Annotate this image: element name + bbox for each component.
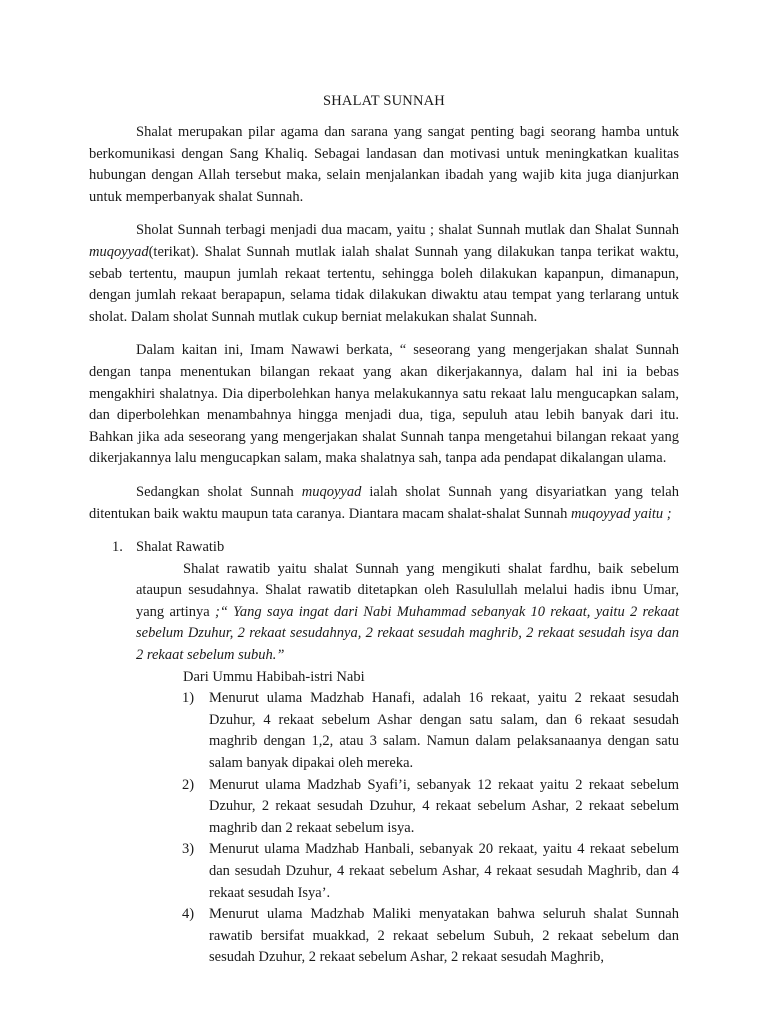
hadith-quote: ;“ Yang saya ingat dari Nabi Muhammad sebanyak 10 rekaat, yaitu 2 rekaat sebelum Dzuhur, 2 rekaat sesudahnya, 2 rekaat sesudah maghrib, 2 rekaat sesudah isya dan 2 rekaat sebelum subuh.” bbox=[136, 603, 680, 664]
paragraph-nawawi: Dalam kaitan ini, Imam Nawawi berkata, “ seseorang yang mengerjakan shalat Sunnah dengan tanpa menentukan bilangan rekaat yang akan dikerjakannya, dalam hal ini ia bebas mengakhiri shalatnya. Dia diperbolehkan hanya melakukannya satu rekaat lalu mengucapkan salam, dan diperbolehkan menambahnya hingga menjadi dua, tiga, sepuluh atau lebih banyak dari itu. Bahkan jika ada seseorang yang mengerjakan shalat Sunnah tanpa mengetahui bilangan rekaat yang dikerjakannya lalu mengucapkan salam, maka shalatnya sah, tanpa ada pendapat dikalangan ulama. bbox=[89, 342, 679, 467]
paragraph-types-text-a: Sholat Sunnah terbagi menjadi dua macam, yaitu ; shalat Sunnah mutlak dan Shalat Sunnah bbox=[136, 222, 679, 239]
sub-list-text: Menurut ulama Madzhab Maliki menyatakan bahwa seluruh shalat Sunnah rawatib bersifat muakkad, 2 rekaat sebelum Subuh, 2 rekaat sebelum dan sesudah Dzuhur, 2 rekaat sebelum Ashar, 2 rekaat sesudah Maghrib, bbox=[209, 906, 679, 966]
hadith-source-line: Dari Ummu Habibah-istri Nabi bbox=[183, 668, 365, 685]
sub-list-number: 3) bbox=[182, 841, 195, 858]
sub-list-item bbox=[136, 904, 679, 969]
sub-list-number: 2) bbox=[182, 776, 195, 793]
sub-list-text: Menurut ulama Madzhab Syafi’i, sebanyak 12 rekaat yaitu 2 rekaat sebelum Dzuhur, 2 rekaat sesudah Dzuhur, 4 rekaat sebelum Ashar, 2 rekaat sebelum maghrib dan 2 rekaat sebelum isya. bbox=[209, 776, 679, 836]
sub-list-text: Menurut ulama Madzhab Hanbali, sebanyak 20 rekaat, yaitu 4 rekaat sebelum dan sesudah Dzuhur, 4 rekaat sebelum Ashar, 4 rekaat sesudah Maghrib, dan 4 rekaat sesudah Isya’. bbox=[209, 841, 679, 901]
sub-list-text: Menurut ulama Madzhab Hanafi, adalah 16 rekaat, yaitu 2 rekaat sesudah Dzuhur, 4 rekaat sebelum Ashar dengan satu salam, dan 6 rekaat sesudah maghrib dengan 1,2, atau 3 salam. Namun dalam pelaksanaanya dengan satu salam banyak dipakai oleh mereka. bbox=[209, 690, 679, 772]
paragraph-muqoyyad bbox=[89, 482, 679, 525]
term-muqoyyad-1: muqoyyad bbox=[301, 483, 362, 500]
sub-list-item bbox=[136, 839, 679, 904]
sub-list-number: 4) bbox=[182, 906, 195, 923]
paragraph-muqoyyad-text-b: ialah sholat Sunnah yang disyariatkan yang telah ditentukan baik waktu maupun tata caranya. Diantara macam shalat-shalat Sunnah bbox=[89, 483, 679, 522]
numbered-list bbox=[89, 537, 679, 969]
document-body bbox=[89, 122, 679, 969]
sub-list-number: 1) bbox=[182, 690, 195, 707]
paragraph-types-text-b: (terikat). Shalat Sunnah mutlak ialah shalat Sunnah yang dilakukan tanpa terikat waktu, sebab tertentu, maupun jumlah rekaat tertentu, sehingga boleh dilakukan kapanpun, dimanapun, dengan jumlah rekaat berapapun, selama tidak dilakukan diwaktu atau tempat yang terlarang untuk sholat. Dalam sholat Sunnah mutlak cukup berniat melakukan shalat Sunnah. bbox=[89, 243, 679, 325]
page-title: SHALAT SUNNAH bbox=[323, 93, 445, 109]
list-number: 1. bbox=[112, 539, 123, 556]
paragraph-types bbox=[89, 220, 679, 328]
list-item-heading: Shalat Rawatib bbox=[136, 539, 225, 556]
rawatib-text: Shalat rawatib yaitu shalat Sunnah yang mengikuti shalat fardhu, baik sebelum ataupun sesudahnya. Shalat rawatib ditetapkan oleh Rasulullah melalui hadis ibnu Umar, yang artinya bbox=[136, 560, 679, 620]
sub-list-item bbox=[136, 688, 679, 774]
paragraph-intro: Shalat merupakan pilar agama dan sarana yang sangat penting bagi seorang hamba untuk berkomunikasi dengan Sang Khaliq. Sebagai landasan dan motivasi untuk meningkatkan kualitas hubungan dengan Allah tersebut maka, selain menjalankan ibadah yang wajib kita juga dianjurkan untuk memperbanyak shalat Sunnah. bbox=[89, 124, 679, 205]
paragraph-muqoyyad-text-a: Sedangkan sholat Sunnah bbox=[136, 483, 302, 500]
rawatib-paragraph bbox=[136, 559, 679, 667]
term-muqoyyad-2: muqoyyad yaitu ; bbox=[570, 505, 672, 522]
sub-list-item bbox=[136, 775, 679, 840]
sub-list bbox=[136, 688, 679, 969]
term-muqoyyad: muqoyyad bbox=[89, 243, 149, 260]
list-item-rawatib bbox=[89, 537, 679, 969]
